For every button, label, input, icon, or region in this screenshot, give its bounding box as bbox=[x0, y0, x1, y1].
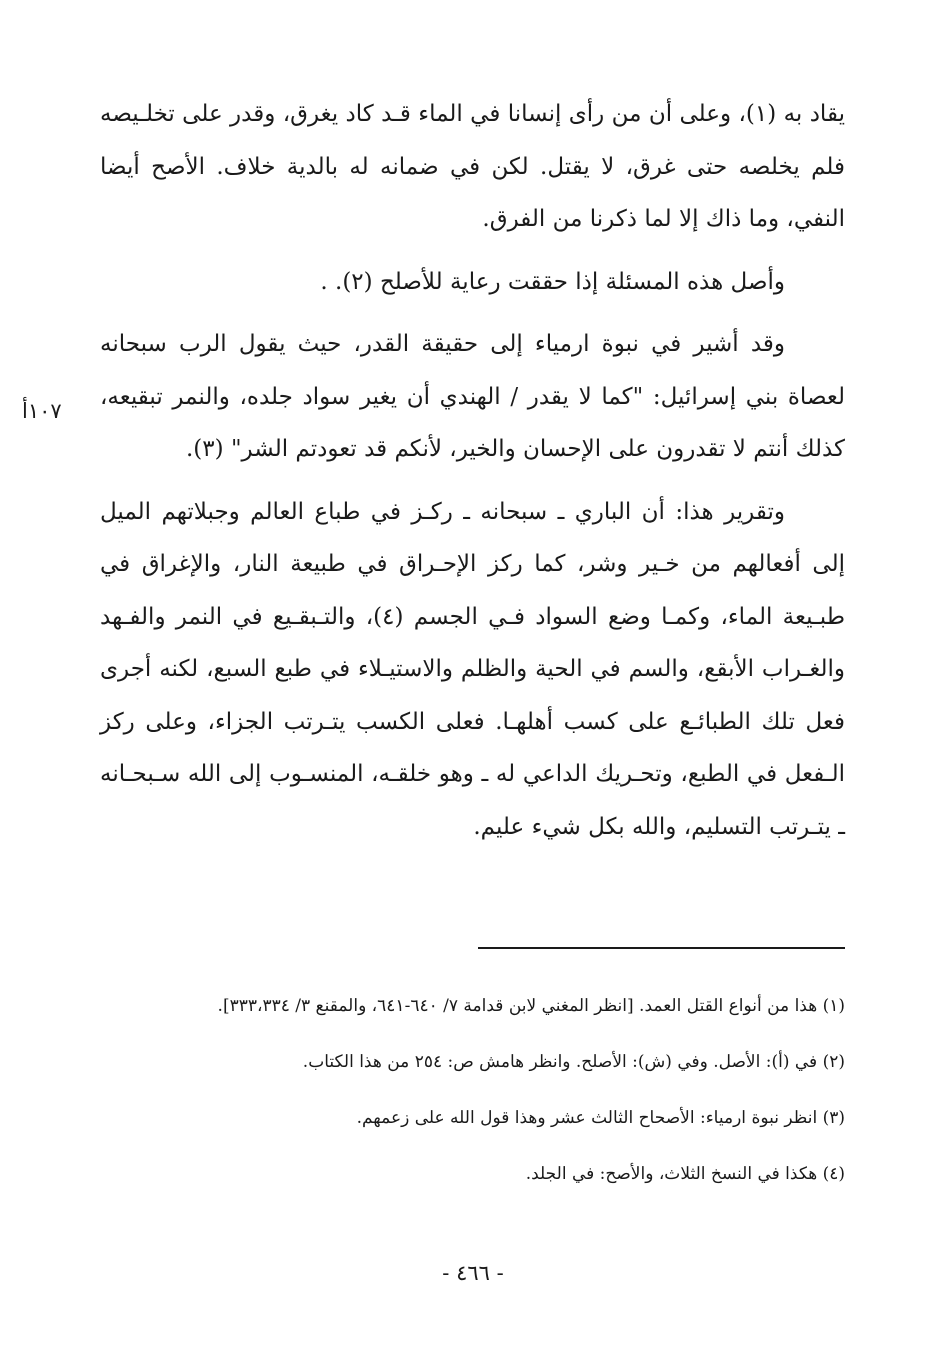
paragraph-2: وأصل هذه المسئلة إذا حققت رعاية للأصلح (٢). . bbox=[320, 268, 785, 295]
main-text bbox=[100, 88, 845, 853]
footnote-3: (٣) انظر نبوة ارمياء: الأصحاح الثالث عشر وهذا قول الله على زعمهم. bbox=[356, 1108, 845, 1128]
footnote-separator bbox=[478, 947, 845, 949]
paragraph-3: وقد أشير في نبوة ارمياء إلى حقيقة القدر، حيث يقول الرب سبحانه لعصاة بني إسرائيل: "كما لا يقدر / الهندي أن يغير سواد جلده، والنمر تبقيعه، كذلك أنتم لا تقدرون على الإحسان والخير، لأنكم قد تعودتم الشر" (٣). bbox=[100, 331, 845, 462]
page-number: - ٤٦٦ - bbox=[442, 1261, 504, 1285]
footnote-1: (١) هذا من أنواع القتل العمد. [انظر المغني لابن قدامة ٧/ ٦٤٠-٦٤١، والمقنع ٣/ ٣٣٣،٣٣٤]. bbox=[217, 996, 845, 1016]
manuscript-folio-note: ١٠٧أ bbox=[22, 399, 62, 423]
footnotes bbox=[110, 978, 845, 1202]
paragraph-4: وتقرير هذا: أن الباري ـ سبحانه ـ ركـز في طباع العالم وجبلاتهم الميل إلى أفعالهم من خـير وشر، كما ركز الإحـراق في طبيعة النار، والإغراق في طبـيعة الماء، وكمـا وضع السواد فـي الجسم (٤)، والتـبقـيع في النمر والفـهد والغـراب الأبقع، والسم في الحية والظلم والاستيـلاء في طبع السبع، لكنه أجرى فعل تلك الطبائـع على كسب أهلهـا. فعلى الكسب يتـرتب الجزاء، وعلى ركز الـفعل في الطبع، وتحـريك الداعي له ـ وهو خلقـه، المنسـوب إلى الله سـبحـانه ـ يتـرتب التسليم، والله بكل شيء عليم. bbox=[100, 498, 845, 840]
footnote-4: (٤) هكذا في النسخ الثلاث، والأصح: في الجلد. bbox=[525, 1164, 845, 1184]
footnote-2: (٢) في (أ): الأصل. وفي (ش): الأصلح. وانظر هامش ص: ٢٥٤ من هذا الكتاب. bbox=[302, 1052, 845, 1072]
paragraph-1: يقاد به (١)، وعلى أن من رأى إنسانا في الماء قـد كاد يغرق، وقدر على تخلـيصه فلم يخلصه حتى غرق، لا يقتل. لكن في ضمانه له بالدية خلاف. الأصح أيضا النفي، وما ذاك إلا لما ذكرنا من الفرق. bbox=[100, 101, 845, 232]
